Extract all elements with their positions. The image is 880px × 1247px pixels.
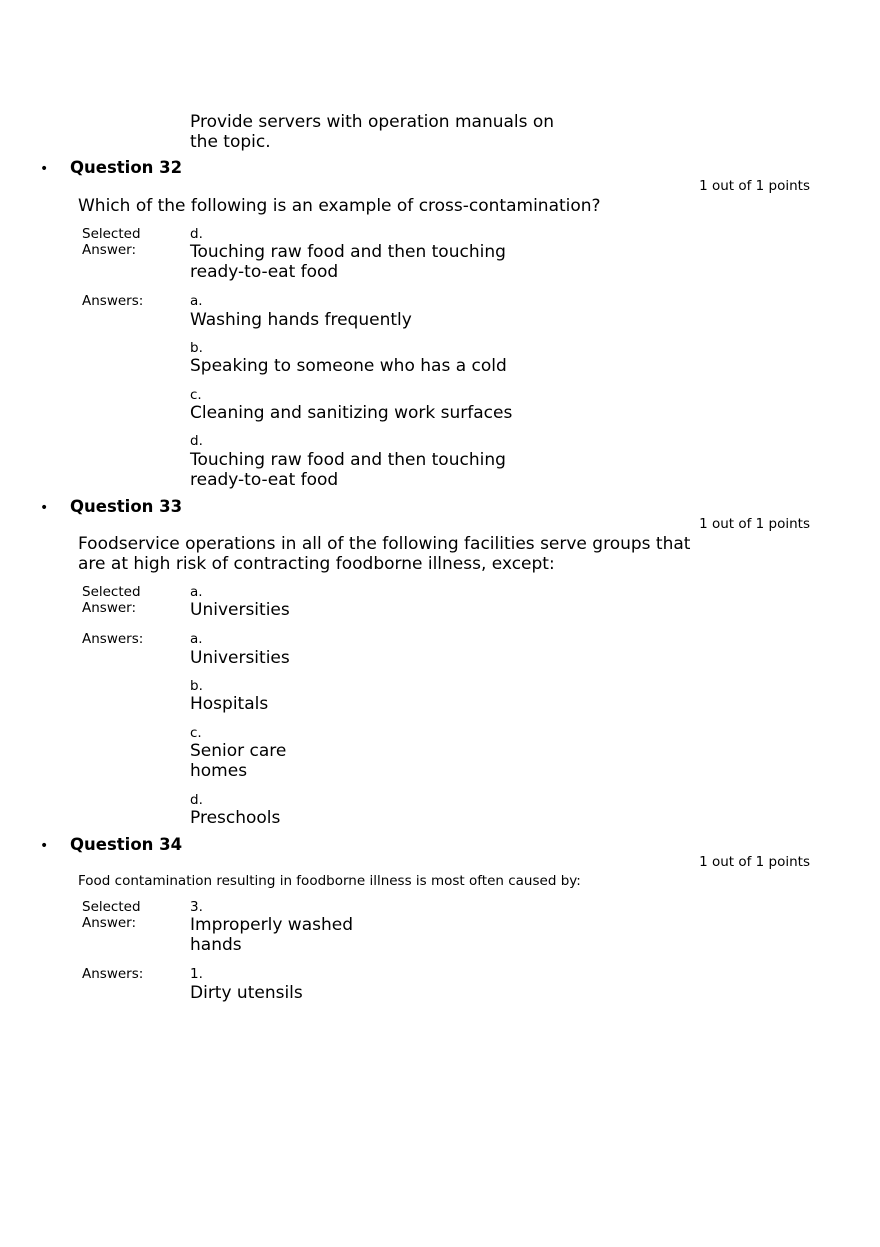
answer-option-text: homes bbox=[190, 761, 248, 781]
selected-answer-label: Selected Answer: bbox=[82, 899, 141, 931]
answer-option-text: Hospitals bbox=[190, 694, 269, 714]
bullet-icon: • bbox=[40, 161, 49, 177]
answer-letter: b. bbox=[190, 340, 203, 356]
answers-label: Answers: bbox=[82, 966, 144, 982]
question-points: 1 out of 1 points bbox=[699, 516, 810, 532]
selected-answer-text: Improperly washed bbox=[190, 915, 354, 935]
prev-answer-line1: Provide servers with operation manuals on bbox=[190, 112, 555, 132]
answer-letter: c. bbox=[190, 387, 202, 403]
question-points: 1 out of 1 points bbox=[699, 854, 810, 870]
answer-option-text: Washing hands frequently bbox=[190, 310, 412, 330]
answer-option-text: ready-to-eat food bbox=[190, 470, 339, 490]
answer-letter: d. bbox=[190, 433, 203, 449]
question-title: Question 34 bbox=[70, 835, 183, 854]
answers-label: Answers: bbox=[82, 631, 144, 647]
question-title: Question 32 bbox=[70, 158, 183, 177]
bullet-icon: • bbox=[40, 500, 49, 516]
answer-letter: a. bbox=[190, 584, 203, 600]
question-points: 1 out of 1 points bbox=[699, 178, 810, 194]
question-prompt: Which of the following is an example of cross-contamination? bbox=[78, 196, 601, 216]
selected-answer-text: Touching raw food and then touching bbox=[190, 242, 506, 262]
answer-option-text: Dirty utensils bbox=[190, 983, 303, 1003]
answer-letter: a. bbox=[190, 631, 203, 647]
answer-letter: b. bbox=[190, 678, 203, 694]
answer-letter: d. bbox=[190, 792, 203, 808]
answer-letter: d. bbox=[190, 226, 203, 242]
answer-letter: 1. bbox=[190, 966, 203, 982]
answer-option-text: Universities bbox=[190, 648, 290, 668]
selected-answer-label: Selected Answer: bbox=[82, 584, 141, 616]
selected-answer-text: hands bbox=[190, 935, 242, 955]
answers-label: Answers: bbox=[82, 293, 144, 309]
question-prompt: are at high risk of contracting foodborne illness, except: bbox=[78, 554, 555, 574]
answer-letter: 3. bbox=[190, 899, 203, 915]
question-prompt: Foodservice operations in all of the following facilities serve groups that bbox=[78, 534, 691, 554]
prev-answer-line2: the topic. bbox=[190, 132, 271, 152]
answer-letter: a. bbox=[190, 293, 203, 309]
bullet-icon: • bbox=[40, 838, 49, 854]
answer-letter: c. bbox=[190, 725, 202, 741]
answer-option-text: Preschools bbox=[190, 808, 281, 828]
answer-option-text: Cleaning and sanitizing work surfaces bbox=[190, 403, 513, 423]
selected-answer-text: Universities bbox=[190, 600, 290, 620]
answer-option-text: Speaking to someone who has a cold bbox=[190, 356, 507, 376]
question-prompt: Food contamination resulting in foodborne illness is most often caused by: bbox=[78, 873, 581, 889]
selected-answer-label: Selected Answer: bbox=[82, 226, 141, 258]
question-title: Question 33 bbox=[70, 497, 183, 516]
answer-option-text: Touching raw food and then touching bbox=[190, 450, 506, 470]
answer-option-text: Senior care bbox=[190, 741, 287, 761]
selected-answer-text: ready-to-eat food bbox=[190, 262, 339, 282]
